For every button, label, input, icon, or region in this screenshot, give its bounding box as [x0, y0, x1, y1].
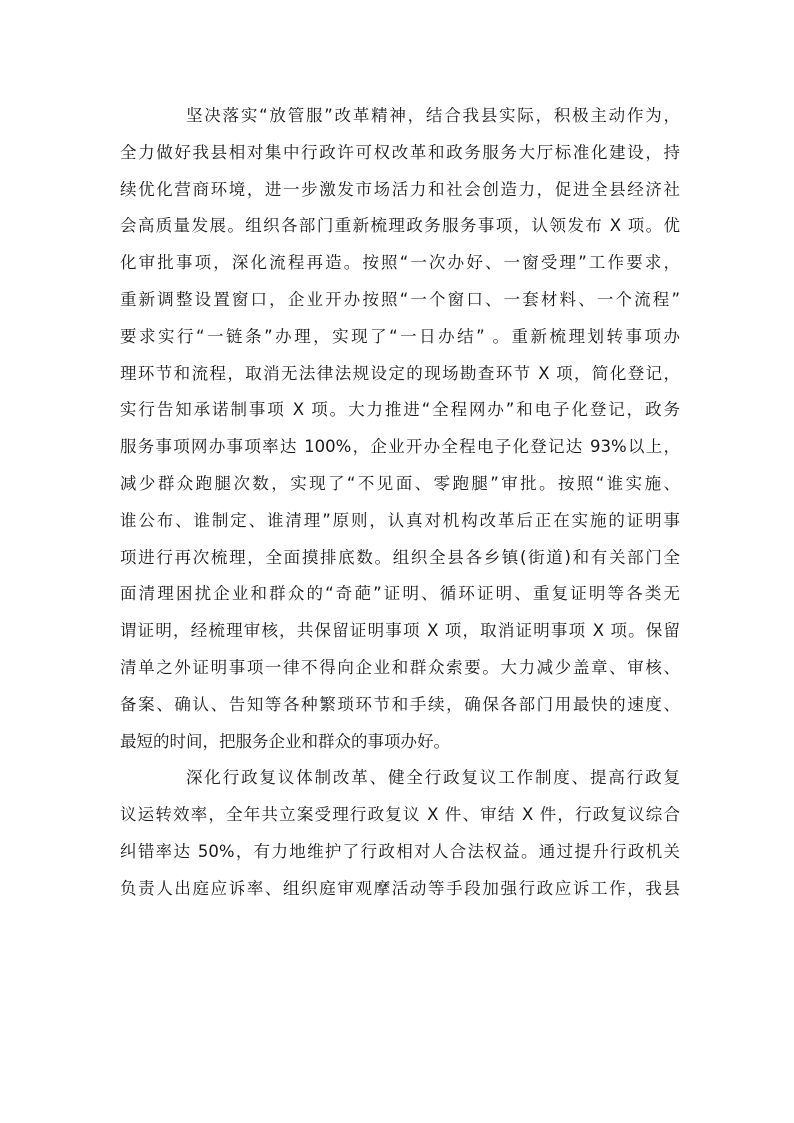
text-line: 清单之外证明事项一律不得向企业和群众索要。大力减少盖章、审核、 [120, 657, 680, 677]
text-line: 面清理困扰企业和群众的“奇葩”证明、循环证明、重复证明等各类无 [120, 584, 680, 604]
text-line: 项进行再次梳理，全面摸排底数。组织全县各乡镇(街道)和有关部门全 [120, 547, 680, 567]
text-line: 理环节和流程，取消无法律法规设定的现场勘查环节 X 项，简化登记， [120, 363, 680, 383]
paragraph-review [120, 760, 680, 907]
text-line: 负责人出庭应诉率、组织庭审观摩活动等手段加强行政应诉工作，我县 [120, 878, 680, 898]
document-body [120, 98, 680, 908]
text-line: 重新调整设置窗口，企业开办按照“一个窗口、一套材料、一个流程” [120, 289, 680, 309]
text-line: 实行告知承诺制事项 X 项。大力推进“全程网办”和电子化登记，政务 [120, 400, 680, 420]
text-line: 议运转效率，全年共立案受理行政复议 X 件、审结 X 件，行政复议综合 [120, 805, 680, 825]
text-line: 续优化营商环境，进一步激发市场活力和社会创造力，促进全县经济社 [120, 179, 680, 199]
text-line: 要求实行“一链条”办理，实现了“一日办结” 。重新梳理划转事项办 [120, 326, 680, 346]
text-line: 服务事项网办事项率达 100%，企业开办全程电子化登记达 93%以上， [120, 437, 680, 457]
text-line: 备案、确认、告知等各种繁琐环节和手续，确保各部门用最快的速度、 [120, 694, 680, 714]
text-line: 全力做好我县相对集中行政许可权改革和政务服务大厅标准化建设，持 [120, 142, 680, 162]
text-line: 会高质量发展。组织各部门重新梳理政务服务事项，认领发布 X 项。优 [120, 216, 680, 236]
text-line: 谁公布、谁制定、谁清理”原则，认真对机构改革后正在实施的证明事 [120, 510, 680, 530]
text-line: 深化行政复议体制改革、健全行政复议工作制度、提高行政复 [186, 768, 680, 788]
text-line: 纠错率达 50%，有力地维护了行政相对人合法权益。通过提升行政机关 [120, 841, 680, 861]
text-line: 最短的时间，把服务企业和群众的事项办好。 [120, 731, 450, 751]
paragraph-reform [120, 98, 680, 760]
text-line: 减少群众跑腿次数，实现了“不见面、零跑腿”审批。按照“谁实施、 [120, 473, 680, 493]
text-line: 坚决落实“放管服”改革精神，结合我县实际，积极主动作为， [186, 106, 680, 125]
text-line: 谓证明，经梳理审核，共保留证明事项 X 项，取消证明事项 X 项。保留 [120, 621, 680, 641]
text-line: 化审批事项，深化流程再造。按照“一次办好、一窗受理”工作要求， [120, 253, 680, 273]
